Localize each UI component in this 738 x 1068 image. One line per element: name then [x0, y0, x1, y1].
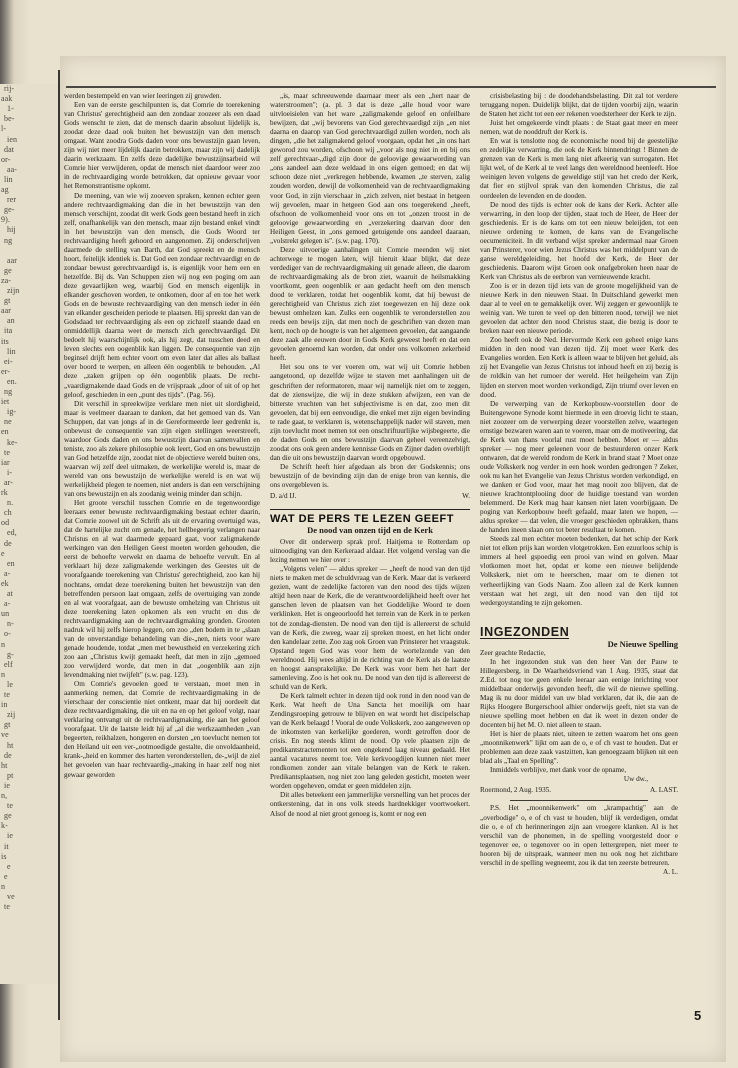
margin-fragment: en	[1, 427, 9, 437]
margin-fragment: ng	[4, 235, 13, 245]
letter-signer: A. LAST.	[649, 786, 678, 795]
margin-fragment: ve	[7, 892, 15, 901]
top-rule	[66, 86, 716, 88]
margin-fragment: be-	[4, 114, 15, 124]
margin-fragment: te	[4, 690, 10, 699]
margin-fragment: is	[1, 851, 7, 861]
signature-line	[270, 492, 470, 501]
margin-fragment: en	[7, 558, 15, 568]
paragraph: Dit alles beteekent een jammerlijke versnelling van het proces der ontkerstening, dat in ons volk steeds hardnekkiger voortwoekert. Alsof de nood al niet groot genoeg is, komt er nog een	[270, 791, 470, 818]
margin-fragment: de	[4, 750, 12, 760]
margin-fragment: ne	[4, 417, 12, 427]
margin-fragment: dat	[4, 144, 15, 154]
margin-fragment: ch	[4, 508, 12, 518]
paragraph: Het is hier de plaats niet, uiteen te zetten waarom het ons geen „moonnikenwerk" lijkt om aan de o, e of ch vast te houden. Dat er problemen aan deze zaak vastzitten, kan genoegzaam blijken uit een blad als „Taal en Spelling".	[480, 730, 678, 766]
margin-fragment: ge	[4, 265, 12, 275]
margin-fragment: l-	[1, 124, 7, 134]
margin-fragment: te	[7, 801, 13, 811]
margin-fragment: ve	[1, 730, 9, 740]
margin-fragment: in	[1, 700, 8, 710]
paragraph: Steeds zal men echter moeten bedenken, dat het schip der Kerk niet tot elken prijs kan worden vlotgetrokken. Een ezuurloos schip is immers al heel gspoedig een prooi van wind en golven. Maar vlotkomen moet het, opdat er kome een nieuwe belijdende Volkskerk, niet om te heerschen, maar om te dienen tot verheerlijking van Gods Naam. Zoo alleen zal de Kerk kunnen verstaan wat het zegt, uit den nood van den tijd tot wedergoystanding te zijn gekomen.	[480, 535, 678, 607]
paragraph: Juist het omgekeerde vindt plaats : de Staat gaat meer en meer nemen, wat de nooddruft der Kerk is.	[480, 119, 678, 137]
paragraph: Deze uitvoerige aanhalingen uit Comrie meenden wij niet achterwege te mogen laten, wijl hieruit klaar blijkt, dat deze verdediger van de rechtvaardigmaking uit genade alleen, die daarom de rechtvaardigmaking als de bron ziet, waaruit de heilsmakking voortkomt, geen oogenblik er aan gedacht heeft om den mensch dood te verklaren, totdat het oogenblik komt, dat hij bewust de gerechtigheid van Christus zich ziet toegewezen en hij deze ook bewust omhelzen kan. Zulks een oogenblik te veronderstellen zou reeds een bewijs zijn, dat men noch de geschriften van dezen man kent, noch op de hoogte is van het algemeen gevoelen, dat aangaande deze zaak alle eeuwen door in Gods Kerk geweest heeft en dat een gevoelen genoemd kan worden, dat onder ons volkomen zekerheid heeft.	[270, 245, 470, 363]
margin-fragment: de	[4, 538, 12, 548]
paragraph: „is, maar schreeuwende daarnaar meer als een „hert naar de waterstroomen"; (a. pl. 3 dat is deze „alle houd voor ware uitvloeisielen van het ware „zaligmakende geloof en onfeilbare bewijzen, dat „wij bevorens van God gerechtvaardigd zijn „en niet daarna en daarop van God gerechtvaardigd zullen worden, noch als dingen, „die het zaligmakend geloof voorgaan, opdat het „in ons hart geworod zou worden, ofschoon wij „voor als nog niet in en bij ons zelf gerechtvaar-„digd zijn door de geloovige gewaarwording van „ons aandeel aan deze weldaad in ons eigen gemoed; en dat wij schoon deze niet „verkregen hebbende, kwamen „te sterven, zalig zouden worden, dewijl de volkomenheid van de rechtvaardigmaking voor God, in zijn vierschaar in „zich zelven, niet bestaat in hetgeen wij gevoelen, maar in hetgeen God aan ons toegerekend „heeft, ofschoon de volkomenheid voor ons en tot „onzen troost in de geloovige gewaarwording en „verzekering daarvan door den Heiligen Geest, in „ons gemoed getuigende ons aandeel daaraan, „volstrekt gelegen is". (s.w. pag. 170).	[270, 92, 470, 245]
paragraph: crisisbelasting bij : de doodehandsbelasting. Dit zal tot verdere teruggang nopen. Duidelijk blijkt, dat de tijden voorbij zijn, waarin de Staten het zicht tot een eer rekenen voedsterheer der Kerk te zijn.	[480, 92, 678, 119]
paragraph: „Volgens velen" — aldus spreker — „heeft de nood van den tijd niets te maken met de schuldvraag van de Kerk. Maar dat is verkeerd gezien, want de zedelijke factoren van den nood des tijds wijzen altijd heen naar de Kerk, die de verantwoordelijkheid heeft over het ganschen leven de plaatsen van het Goddelijke Woord te doen verklinken. Het is ongeoorloofd het terrein van de Kerk in te perken tot de zondag-diensten. De nood van den tijd is allereerst de schuld van de Kerk, die zweeg, waar zij spreken moest, en het licht onder den kandelaar zette. Zoo zag ook Groen van Prinsterer het vraagstuk. Opstand tegen God was voor hem de wortelzonde van den wereldnood. Hij wees altijd in de richting van de Kerk als de laatste en hoogst aansprakelijke. De Kerk was voor hem het hart der samenleving. Zoo is het ook nu. De nood van den tijd is allereerst de schuld van de Kerk.	[270, 565, 470, 691]
margin-fragment: e	[1, 548, 5, 558]
margin-fragment: i-	[7, 467, 13, 477]
margin-fragment: it	[4, 841, 9, 851]
signature-left: D. a/d IJ.	[270, 492, 297, 501]
previous-page-edge	[0, 84, 58, 984]
letter-closing: Uw dw.,	[623, 775, 648, 784]
margin-fragment: a-	[4, 568, 11, 578]
margin-fragment: ag	[1, 185, 9, 194]
margin-fragment: ita	[4, 326, 13, 336]
margin-fragment: pt	[7, 770, 14, 780]
ingezonden-subheading: De Nieuwe Spelling	[607, 638, 678, 649]
margin-fragment: n.	[7, 498, 14, 508]
letter-place-date: Roermond, 2 Aug. 1935.	[480, 786, 552, 795]
pers-section	[270, 509, 470, 535]
margin-fragment: or-	[1, 154, 11, 164]
paragraph: De verwerping van de Kerkopbouw-voorstellen door de Buitengewone Synode komt hiermede in een droevig licht te staan, niet zoozeer om de verwerping dezer voorstellen zelve, waartegen ernstige bezwaren waren aan te voeren, maar om de motiveering, dat de Kerk van thans voorlal rust moet hebben. Moet er — aldus spreker — nog meer geleenen voor de bestuurderen onzer Kerk ontwaren, dat de wereld rondom de Kerk in brand staat ? Moet onze oude Volkskerk nog verder in een hoek worden gedrongen ? Zeker, ook nu kan het Evangelie van Jezus Christus worden verkondigd, en we danken er God voor, maar het mag nooit zoo blijven, dat de nieuwe krachtontplooiing door de huidige toestand van worden belemmerd. De Kerk mag haar kansen niet laten voorbijgaan. De poging van Kerkopbouw heeft gefaald, maar laten we hopen, — aldus spreker — dat velen, die vroeger geschieden opbrakken, thans de handen ineen slaan om tot beter resultaat te komen.	[480, 399, 678, 535]
paragraph: De nood des tijds is echter ook de kans der Kerk. Achter alle verwarring, in den loop der tijden, staat toch de Heer, de Heer der geschiedenis. Er is de kans om tot een nieuw beleijden, tot een nieuwe ordening te komen, de kans van de Evangelische oecumeniciteit. In dit verband wijst spreker andermaal naar Groen van Prinsterer, voor wien Jezus Christus was het middelpunt van de ganse wereldgeleiding, het hoofd der Kerk, de Heer der geschiedenis. Daarom wijst Groen ook onafgebroken heen naar de Kerk van Christus als de eerbron van vernieuwende kracht.	[480, 200, 678, 281]
margin-fragment: n,	[1, 791, 8, 800]
margin-fragment: n-	[7, 619, 14, 629]
margin-fragment: za-	[1, 275, 12, 285]
margin-fragment: 1-	[7, 104, 14, 114]
margin-fragment: e	[7, 861, 11, 871]
margin-fragment: an	[7, 316, 15, 326]
margin-fragment: n	[1, 669, 6, 679]
ingezonden-section	[480, 624, 678, 877]
margin-fragment: le	[7, 679, 13, 689]
margin-fragment: zij	[7, 710, 16, 720]
paragraph: In het ingezonden stuk van den heer Van der Pauw te Hillegersberg, in De Waarheidsvriend van 1 Aug. 1935, staat dat Z.Ed. tot nog toe geen enkele leeraar aan eenige inrichting voor middelbaar onderwijs gevonden heeft, die wil de nieuwe spelling. Mag ik nu door middel van uw blad verklaren, dat ik, die aan de Rijks Hoogere Burgerschool alhier onderwijs geeft, niet sta van de nieuwe spelling moet hebben en dat ik weet in dezen onder de docenten bij het M. O. niet alleen te staan.	[480, 657, 678, 730]
paragraph: De Kerk talmelt echter in dezen tijd ook rond in den nood van de Kerk. Wat heeft de Una Sancta het moeilijk om haar Zendingsroeping getrouw te blijven en wat wordt het discipelschap van de Kerk belaagd ! Vooral de oude Volkskerk, zoo aangeweven op de inkomsten van kerkelijke goederen, wordt getroffen door de crisis. En nog steeds klimt de nood. Op vele plaatsen zijn de predikantstractementen tot een ongekend laag niveau gedaald. Het aantal vacatures neemt toe. Vele kerkvoogdijen kunnen niet meer rondkomen zonder aan vitale belangen van de Kerk te raken. Predikantsplaatsen, nog niet zoo lang geleden gesticht, moeten weer worden opgeheven, omdat er geen middelen zijn.	[270, 691, 470, 791]
paragraph: Om Comrie's gevoelen goed te verstaan, moet men in aanmerking nemen, dat Comrie de rechtvaardigmaking in de vierschaar der conscientie niet ontkent, maar dat hij oordeelt dat deze rechtvaardigmaking, die uit en na en op het geloof volgt, naar verklaring ontvangt uit de rechtvaardigmaking, die aan het geloof voorafgaat. Uit de laatste leidt hij af „al die werkzaamheden „van begeerten, reikhalzen, hongeren en dorsten „en toevlucht nemen tot den Heiland uit een ver-„ootmoedigde gestalte, die onvoldaanheid, krank-„heid en kommer des harten veronderstellen, de-„wijl de ziel het gevoelen van haar rechtvaardig-„making in haar zelf nog niet gewaar geworden	[64, 680, 260, 779]
margin-fragment: ar-	[4, 477, 14, 487]
margin-fragment: ng	[4, 387, 13, 396]
margin-fragment: ht	[7, 740, 14, 750]
column-1	[64, 92, 260, 982]
paragraph: Zoo heeft ook de Ned. Hervormde Kerk een geheel enige kans midden in den nood van dezen tijd. Zij moet weer Kerk des Evangelies worden. Een Kerk is alleen waar te blijven het geluid, als zij het Evangelie van Jezus Christus tot inhoud heeft en zij bezig is de roldkin van het rumoer der wereld. Het heilgeheim van Zijn lijden en sterven moet worden verkondigd, Zijn triumf over leven en dood.	[480, 336, 678, 399]
margin-fragment: rk	[1, 488, 8, 497]
margin-fragment: ge	[4, 811, 12, 821]
margin-fragment: elf	[4, 659, 13, 669]
paragraph: De meening, van wie wij zooeven spraken, kennen echter geen andere rechtvaardigmaking dan die in het bewustzijn van den mensch verschijnt, zoodat dit werk Gods geen bestand heeft in zich zelf, onafhankelijk van den mensch, maar zijn bestand enkel vindt in het bewustzijn van den mensch, die Gods Woord ter rechtvaardiging heeft gehoord en aangenomen. Zij onderschrijven daarmede de stelling van Barth, dat God spreekt en de mensch hoort, feitelijk identiek is. Dat God een zondaar rechtvaardigt en de zondaar bewust gerechtvaardigd is, is eigenlijk voor hem een en hetzelfde. Bij ds. Van Schuppen zien wij nog een poging om aan deze gevaarlijken weg, waarbij God en mensch eigenlijk in elkander geschoven worden, te ontkomen, door af en toe het werk Gods en de bewuste rechtvaardiging van den mensch ieder in één van elkander gescheiden periode te plaatsen. Hij spreekt dan van de Godsdaad ter rechtvaardiging als een op zichzelf staande daad en onmiddellijk daarna weet de mensch zich gerechtvaardigd. Dit bedoelt hij waarschijnlijk ook, als hij zegt, dat tusschen deed en leven slechts een oogenblik kan liggen. De consequentie van zijn beginsel drijft hem echter voort om even later dat alles als ballast over boord te werpen, en alleen één oogenblik te behouden. „Al deze „zaken grijpen op één oogenblik plaats. De recht-„vaardigmakende daad Gods en de vrijspraak „door of uit of op het geloof, geschieden in een „punt des tijds". (Pag. 56).	[64, 191, 260, 399]
margin-fragment: te	[4, 902, 10, 912]
paragraph: Over dit onderwerp sprak prof. Haitjema te Rotterdam op uitnoodiging van den Kerkeraad aldaar. Het volgend verslag van die lezing nemen we hier over :	[270, 538, 470, 565]
page-number: 5	[694, 1008, 702, 1023]
margin-fragment: ht	[1, 760, 8, 770]
postscript-initials: A. L.	[663, 867, 678, 876]
paragraph: Het groote verschil tusschen Comrie en de tegenwoordige leeraars eener bewuste rechtvaardigmaking bestaat echter daarin, dat Comrie zoowel uit de Schrift als uit de ervaring overtuigd was, dat de hartelijke zucht om genade, het hellbegeerig verlangen naar Christus en al wat daarmede gepaard gaat, voor zaligmakende werkingen van den Heiligen Geest moeten worden gehouden, die eerst de behoefte verwekt en daarna de behoefte vervult. En al verklaart hij deze zaligmakende werkingen des Geestes uit de voorafgaande toerekening van Christus' gerechtigheid, zoo kan hij nochtans, omdat deze toerekening buiten het bewustzijn van den betreffenden persoon laat omgaan, zelfs de overtuiging van zonde en al wat voorafgaat, aan de bewuste omhelzing van Christus uit deze toerekening laten opkomen als een vrucht en dus de rechtvaardigmaking aan de rechtvaardigmaking gronden. Grooten nadruk wil hij zelfs hierop leggen, om zoo „den bodem in te „slaan van de onverstandige behandeling van die-„nen, niets voor ware genade houdende, totdat „men met bewustheid en verzekering zich zoo aan „Christus kwijt gemaakt heeft, dat men in zijn „gemoed zoo verwijderd worde, dat men in dat „oogenblik aan zijn levendmaking niet twijfelt" (s.w. pag. 123).	[64, 499, 260, 679]
margin-fragment: ed,	[7, 528, 17, 538]
paragraph: De Schrift heeft hier afgedaan als bron der Godskennis; ons bewustzijn of de bevinding zijn dan de enige bron van kennis, die ons overgebleven is.	[270, 462, 470, 490]
paragraph: En wat is tenslotte nog de economische nood bij de geestelijke en zedelijke verwarring, die ook de Kerk binnendringt ! Binnen de grenzen van de Kerk is men lang niet afkeerig van surrogaten. Het lijkt wel, of de Kerk al te veel langs den wereldnood heenleeft. Hoe weinigen leven volgens de geweldige stijl van het credo der Kerk, dat fier en stijlvol sprak van den komenden Christus, die zal oordeelen de levenden en de dooden.	[480, 137, 678, 200]
paragraph: Een van de eerste geschilpunten is, dat Comrie de toerekening van Christus' gerechtigheid aan den zondaar zoozeer als een daad Gods wenscht te zien, dat de mensch daarin absoluut lijdelijk is, zoodat deze daad ook buiten het bewustzijn van den mensch omgaat. Want zoodra Gods daden voor ons bewustzijn gaan leven, zijn wij niet meer lijdelijk daarin betrokken, maar zijn wij dadelijk daarin werkzaam. En zelfs deze dadelijke bewustzijnsarbeid wil Comrie hier verwijderen, opdat de mensch niet daardoor weer zoo in de rechtvaardiging worde betrokken, dat opnieuw gevaar voor het Remonstrantisme opkomt.	[64, 101, 260, 191]
margin-fragment: 9).	[1, 215, 10, 225]
margin-fragment: gt	[4, 296, 11, 306]
letter-divider	[510, 800, 648, 801]
margin-fragment: iet	[1, 397, 10, 407]
margin-fragment: rer	[7, 195, 17, 205]
margin-fragment: aar	[7, 255, 18, 265]
column-3	[480, 92, 678, 982]
margin-fragment: g-	[7, 649, 14, 659]
margin-fragment: ig-	[7, 407, 17, 417]
letter-postscript: P.S. Het „moonnikenwerk" om „krampachtig" aan de „overbodige" o, e of ch vast te houden, blijf ik verdedigen, omdat die o, e of ch herinneringen zijn aan vroegere klanken. Al is het verschil van de phonemen, in de spelling voorgesteld door e tegenover ee, o tegenover oo in open lettergrepen, niet meer te hooren bij de uitspraak, wanneer men nu ook nog het zichtbare verschil in de spelling wegneemt, zou ik dat ten zeerste betreuren.	[480, 804, 678, 867]
margin-fragment: e	[4, 871, 8, 881]
margin-fragment: zijn	[7, 286, 20, 295]
margin-fragment: at	[7, 589, 13, 598]
paragraph: werden bestempeld en van wier leeringen zij gruwden.	[64, 92, 222, 100]
letter-signature	[480, 786, 678, 795]
pers-heading: WAT DE PERS TE LEZEN GEEFT	[270, 513, 454, 526]
margin-fragment: aar	[1, 306, 12, 316]
margin-fragment: a-	[4, 599, 11, 609]
margin-fragment: ei-	[4, 356, 13, 366]
margin-fragment: aak	[1, 94, 13, 104]
margin-fragment: o-	[4, 629, 11, 639]
margin-fragment: ge-	[4, 205, 15, 215]
margin-fragment: aa-	[7, 164, 18, 174]
margin-fragment: lin	[4, 174, 13, 184]
margin-fragment: ie	[4, 780, 10, 790]
paragraph: Dit verschil in spreekwijze verklare men niet uit slordigheid, maar is veelmeer daaraan te danken, dat het gemoed van ds. Van Schuppen, dat van jongs af in de Gereformeerde leer gedrenkt is, onbewust de consequentie van zijn eigen stellingen weerstreeft, waardoor Gods daden en ons bewustzijn daarvan samenvallen en teniste, zoo als zekere philosophie ook leert, God en ons bewustzijn van God hetzelfde zijn, zoodat niet de objectieve wereld buiten ons, waarvan wij zelf deel uitmaken, de werkelijke wereld is, maar de wereld van ons bewustzijn de werkelijke wereld is en wat wij werkelijkheid plegen te noemen, niet anders is dan een verschijning van ons bewustzijn en als zoodanig weinig minder dan schijn.	[64, 399, 260, 499]
margin-fragment: k-	[1, 821, 8, 831]
margin-fragment: en.	[7, 376, 17, 386]
pers-subheading: De nood van onzen tijd en de Kerk	[307, 525, 433, 536]
paragraph: Inmiddels verblijve, met dank voor de opname,	[490, 766, 627, 775]
margin-fragment: its	[1, 336, 9, 346]
margin-fragment: ie	[7, 831, 13, 841]
margin-fragment: gt	[4, 720, 11, 730]
margin-fragment: lin	[7, 346, 16, 356]
margin-fragment: ien	[7, 134, 18, 144]
margin-fragment: te	[4, 447, 10, 457]
paragraph: Het sou ons te ver voeren om, wat wij uit Comrie hebben aangetoond, op dezelfde wijze te staven met aanhalingen uit de geschriften der reformatoren, maar wij namelijk niet om te zeggen, dat de zienswijze, die wij in deze stukken afwijzen, een van de bitterste vruchten van het subjectivisme is en dat, zoo men dit gevoelen, dat bij een eenvoudige, die enkel met zijn eigen bevinding te rade gaat, te verklaren is, wetenschappelijk nader wil staven, men zijn toevlucht moet nemen tot een onschriftuurlijke wijsbegeerte, die de daden Gods en ons bewustzijn daarvan geheel vereenzelvigt, zoodat ons ook geen andere kennisse Gods en Zijner daden overblijft dan die uit ons bewustzijn daarvan wordt opgebouwd.	[270, 363, 470, 462]
ingezonden-heading: INGEZONDEN	[480, 624, 570, 639]
margin-fragment: rij-	[4, 84, 15, 93]
letter-salutation: Zeer geachte Redactie,	[480, 648, 546, 657]
margin-fragment: od	[1, 518, 10, 528]
margin-fragment: ek	[1, 578, 9, 588]
margin-fragment: un	[1, 609, 10, 619]
margin-fragment: ke-	[7, 437, 18, 447]
margin-fragment: n	[1, 881, 6, 891]
margin-fragment: iar	[1, 457, 10, 467]
column-2	[270, 92, 470, 982]
paragraph: Zoo is er in dezen tijd iets van de groote mogelijkheid van de nieuwe Kerk in den nieuwen Staat. In Duitschland gewerkt men daar al te veel en te gemakkelijk over. Wij zeggen er gewoonlijk te weinig van. We turen te veel op den bitteren nood, terwijl we niet gevoelen dat achter den nood Christus staat, die bezig is door te breken naar een nieuwe periode.	[480, 281, 678, 336]
margin-fragment: n	[1, 639, 6, 649]
margin-fragment: hij	[7, 225, 16, 235]
margin-fragment: er-	[1, 366, 11, 376]
signature-right: W.	[462, 492, 470, 501]
